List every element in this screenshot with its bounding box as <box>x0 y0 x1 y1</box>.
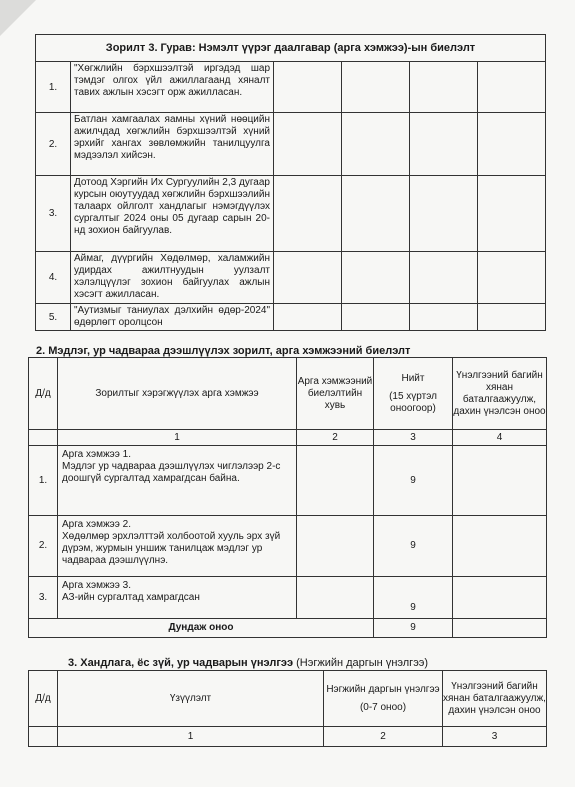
empty-cell <box>341 176 409 252</box>
task3-row-text: Дотоод Хэргийн Их Сургуулийн 2,3 дугаар курсын оюутуудад хөгжлийн бэрхшээлийн талаарх ойлголт хандлагыг нэмэгдүүлэх сургалтыг 2024 оны 05 дугаар сарын 20-нд зохион байгуулав. <box>71 176 274 252</box>
empty-cell <box>477 252 545 304</box>
empty-cell <box>341 113 409 176</box>
empty-cell <box>274 252 342 304</box>
empty-cell <box>477 176 545 252</box>
header-index: Д/д <box>29 671 58 727</box>
score-value: 9 <box>374 577 453 619</box>
column-number: 3 <box>374 430 453 446</box>
header-manager-note: (0-7 оноо) <box>359 701 407 713</box>
empty-cell <box>274 176 342 252</box>
measure-title: Арга хэмжээ 1. <box>62 449 131 460</box>
empty-cell <box>453 516 547 577</box>
empty-cell <box>297 577 374 619</box>
header-team-score: Үнэлгээний багийн хянан баталгаажуулж, дахин үнэлсэн оноо <box>443 671 547 727</box>
page-corner-fold <box>0 0 36 36</box>
measure-cell <box>58 446 297 516</box>
header-manager-score <box>324 671 443 727</box>
header-team-score: Үнэлгээний багийн хянан баталгаажуулж, дахин үнэлсэн оноо <box>453 358 547 430</box>
column-number: 2 <box>297 430 374 446</box>
average-value: 9 <box>374 619 453 638</box>
empty-cell <box>409 252 477 304</box>
empty-cell <box>409 113 477 176</box>
task3-table <box>35 34 546 331</box>
measure-cell <box>58 577 297 619</box>
header-completion: Арга хэмжээний биелэлтийн хувь <box>297 358 374 430</box>
task3-row-number: 3. <box>36 176 71 252</box>
empty-cell <box>477 304 545 331</box>
column-number: 4 <box>453 430 547 446</box>
column-number: 3 <box>443 727 547 747</box>
empty-cell <box>297 446 374 516</box>
empty-cell <box>453 446 547 516</box>
task3-row-text: Батлан хамгаалах яамны хүний нөөцийн ажилчдад хөгжлийн бэрхшээлтэй хүний эрхийг хангах зөвлөмжийн танилцуулга мэдээлэл хийсэн. <box>71 113 274 176</box>
task3-row-text: "Аутизмыг таниулах дэлхийн өдөр-2024" өдөрлөгт оролцсон <box>71 304 274 331</box>
section2-heading: 2. Мэдлэг, ур чадвараа дээшлүүлэх зорилт, арга хэмжээний биелэлт <box>36 345 411 357</box>
header-total-note: (15 хүртэл оноогоор) <box>389 390 437 414</box>
empty-cell <box>341 62 409 113</box>
task3-row-number: 5. <box>36 304 71 331</box>
row-number: 1. <box>29 446 58 516</box>
section3-heading <box>68 657 428 669</box>
header-manager-label: Нэгжийн даргын үнэлгээ <box>326 683 440 695</box>
average-label: Дундаж оноо <box>29 619 374 638</box>
column-number: 1 <box>58 430 297 446</box>
empty-cell <box>341 304 409 331</box>
empty-cell <box>274 113 342 176</box>
task3-row-text: Аймаг, дүүргийн Хөдөлмөр, халамжийн удирдах ажилтнуудын уулзалт хэлэлцүүлэг зохион байгуулах ажлын хэсэгт ажилласан. <box>71 252 274 304</box>
empty-cell <box>453 577 547 619</box>
column-number: 1 <box>58 727 324 747</box>
attitude-table <box>28 670 547 747</box>
column-number: 2 <box>324 727 443 747</box>
measure-text: АЗ-ийн сургалтад хамрагдсан <box>62 592 200 603</box>
measure-title: Арга хэмжээ 3. <box>62 580 131 591</box>
empty-cell <box>274 62 342 113</box>
empty-cell <box>409 304 477 331</box>
header-total <box>374 358 453 430</box>
header-indicator: Үзүүлэлт <box>58 671 324 727</box>
header-total-label: Нийт <box>401 372 425 384</box>
skills-table <box>28 357 547 638</box>
empty-cell <box>341 252 409 304</box>
measure-text: Мэдлэг ур чадвараа дээшлүүлэх чиглэлээр 2-с доошгүй сургалтад хамрагдсан байна. <box>62 461 281 484</box>
measure-text: Хөдөлмөр эрхлэлттэй холбоотой хууль эрх зүй дүрэм, журмын уншиж танилцаж мэдлэг ур чадвараа дээшлүүлнэ. <box>62 531 281 566</box>
measure-title: Арга хэмжээ 2. <box>62 519 131 530</box>
row-number: 2. <box>29 516 58 577</box>
task3-row-number: 4. <box>36 252 71 304</box>
task3-row-text: "Хөгжлийн бэрхшээлтэй иргэдэд шар тэмдэг олгох үйл ажиллагаанд хяналт тавих ажлын хэсэгт орж ажилласан. <box>71 62 274 113</box>
section3-heading-note: (Нэгжийн даргын үнэлгээ) <box>293 657 429 669</box>
empty-cell <box>29 430 58 446</box>
empty-cell <box>409 62 477 113</box>
task3-row-number: 1. <box>36 62 71 113</box>
task3-table-title: Зорилт 3. Гурав: Нэмэлт үүрэг даалгавар (арга хэмжээ)-ын биелэлт <box>36 35 546 62</box>
score-value: 9 <box>374 446 453 516</box>
empty-cell <box>29 727 58 747</box>
row-number: 3. <box>29 577 58 619</box>
header-index: Д/д <box>29 358 58 430</box>
empty-cell <box>297 516 374 577</box>
score-value: 9 <box>374 516 453 577</box>
empty-cell <box>453 619 547 638</box>
task3-row-number: 2. <box>36 113 71 176</box>
header-measure: Зорилтыг хэрэгжүүлэх арга хэмжээ <box>58 358 297 430</box>
section3-heading-bold: 3. Хандлага, ёс зүй, ур чадварын үнэлгээ <box>68 657 294 669</box>
empty-cell <box>477 62 545 113</box>
empty-cell <box>477 113 545 176</box>
measure-cell <box>58 516 297 577</box>
empty-cell <box>409 176 477 252</box>
empty-cell <box>274 304 342 331</box>
